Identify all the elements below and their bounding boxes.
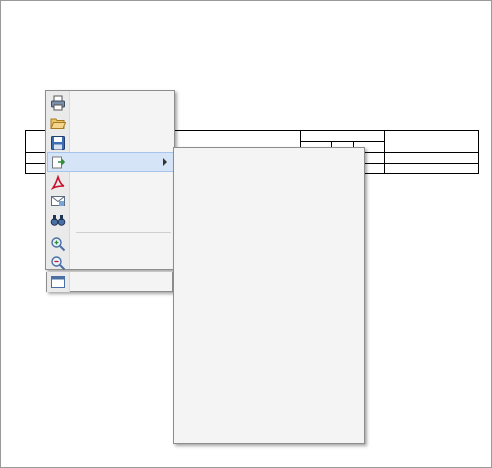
menu-separator [76, 232, 171, 233]
folder-open-icon [47, 113, 69, 133]
header-stt [26, 131, 46, 153]
save-icon [47, 133, 69, 153]
zoom-in-icon [47, 234, 69, 254]
menu-item-zoom-in[interactable] [47, 234, 174, 254]
menu-item-export-pdf[interactable] [47, 172, 174, 192]
menu-item-search[interactable] [47, 210, 174, 230]
menu-item-open[interactable] [47, 113, 174, 133]
binoculars-icon [47, 210, 69, 230]
menu-item-save[interactable] [47, 133, 174, 153]
header-ghi-chu [385, 131, 479, 153]
context-menu [45, 90, 175, 270]
menu-item-print[interactable] [47, 93, 174, 113]
printer-icon [47, 93, 69, 113]
menu-item-fullscreen[interactable] [46, 272, 173, 292]
export-icon [48, 152, 70, 172]
menu-item-send-email[interactable] [47, 191, 174, 211]
zoom-out-icon [47, 253, 69, 273]
pdf-icon [47, 172, 69, 192]
export-submenu [173, 147, 365, 444]
email-icon [47, 191, 69, 211]
menu-item-zoom-out[interactable] [47, 253, 174, 273]
menu-item-export-data[interactable] [47, 152, 174, 172]
header-so-luong [300, 131, 385, 142]
submenu-arrow-icon [163, 158, 167, 166]
fullscreen-icon [47, 272, 70, 292]
